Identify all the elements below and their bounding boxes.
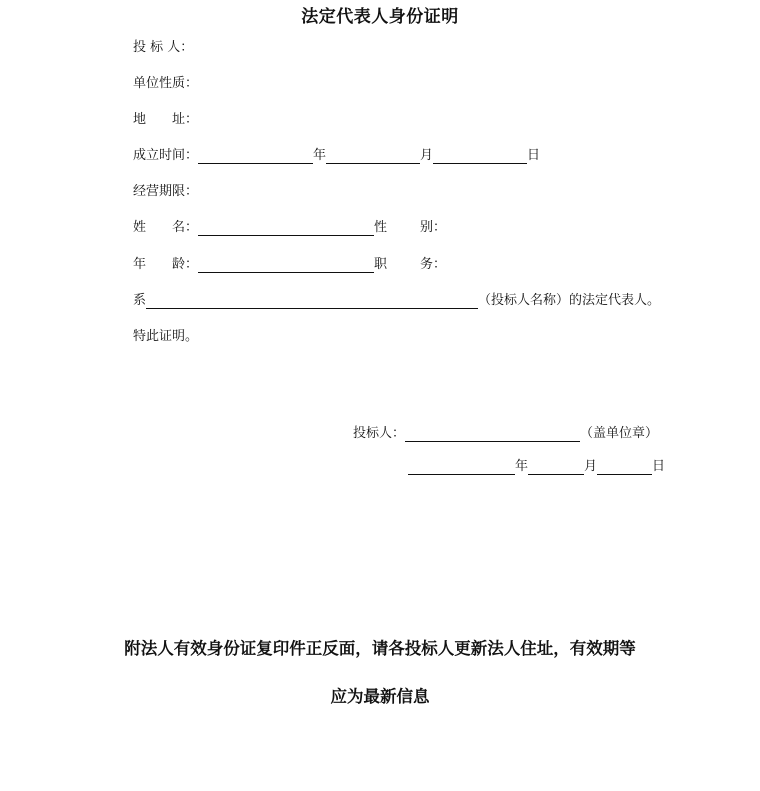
bidder-row <box>133 40 193 56</box>
signature-month-blank[interactable] <box>528 460 584 475</box>
document-title: 法定代表人身份证明 <box>301 7 459 27</box>
established-row <box>133 148 540 164</box>
age-label-second: 龄： <box>172 257 199 272</box>
established-month-unit: 月 <box>420 148 434 163</box>
name-row <box>133 220 446 236</box>
signature-day-blank[interactable] <box>597 460 652 475</box>
age-label-first: 年 <box>133 257 147 272</box>
established-year-unit: 年 <box>313 148 327 163</box>
unit-nature-row <box>133 76 198 92</box>
relation-prefix: 系 <box>133 293 147 308</box>
signature-row <box>353 426 658 442</box>
address-row <box>133 112 198 128</box>
bidder-label: 投 标 人： <box>133 40 194 55</box>
signature-day-unit: 日 <box>652 459 666 474</box>
relation-suffix: （投标人名称）的法定代表人。 <box>478 293 661 308</box>
position-label-first: 职 <box>374 257 388 272</box>
established-label: 成立时间： <box>133 148 199 163</box>
name-blank[interactable] <box>198 221 374 236</box>
gender-label-first: 性 <box>374 220 388 235</box>
business-term-row <box>133 184 198 200</box>
relation-row <box>133 293 660 309</box>
age-blank[interactable] <box>198 258 374 273</box>
address-label-second: 址： <box>172 112 199 127</box>
address-label-first: 地 <box>133 112 147 127</box>
seal-note: （盖单位章） <box>580 426 659 441</box>
established-day-blank[interactable] <box>433 149 527 164</box>
position-label-second: 务： <box>420 257 447 272</box>
certify-row <box>133 329 198 345</box>
business-term-label: 经营期限： <box>133 184 199 199</box>
signature-month-unit: 月 <box>584 459 598 474</box>
established-month-blank[interactable] <box>326 149 420 164</box>
signature-date-row <box>408 459 665 475</box>
age-row <box>133 257 446 273</box>
bidder-name-blank[interactable] <box>146 294 478 309</box>
signature-year-unit: 年 <box>515 459 529 474</box>
signature-blank[interactable] <box>405 427 580 442</box>
gender-label-second: 别： <box>420 220 447 235</box>
signature-bidder-label: 投标人： <box>353 426 406 441</box>
certify-text: 特此证明。 <box>133 329 199 344</box>
established-year-blank[interactable] <box>198 149 313 164</box>
signature-year-blank[interactable] <box>408 460 515 475</box>
name-label-second: 名： <box>172 220 199 235</box>
notice-line-2: 应为最新信息 <box>330 687 430 706</box>
established-day-unit: 日 <box>527 148 541 163</box>
name-label-first: 姓 <box>133 220 147 235</box>
unit-nature-label: 单位性质： <box>133 76 199 91</box>
notice-line-1: 附法人有效身份证复印件正反面，请各投标人更新法人住址，有效期等 <box>124 639 636 658</box>
